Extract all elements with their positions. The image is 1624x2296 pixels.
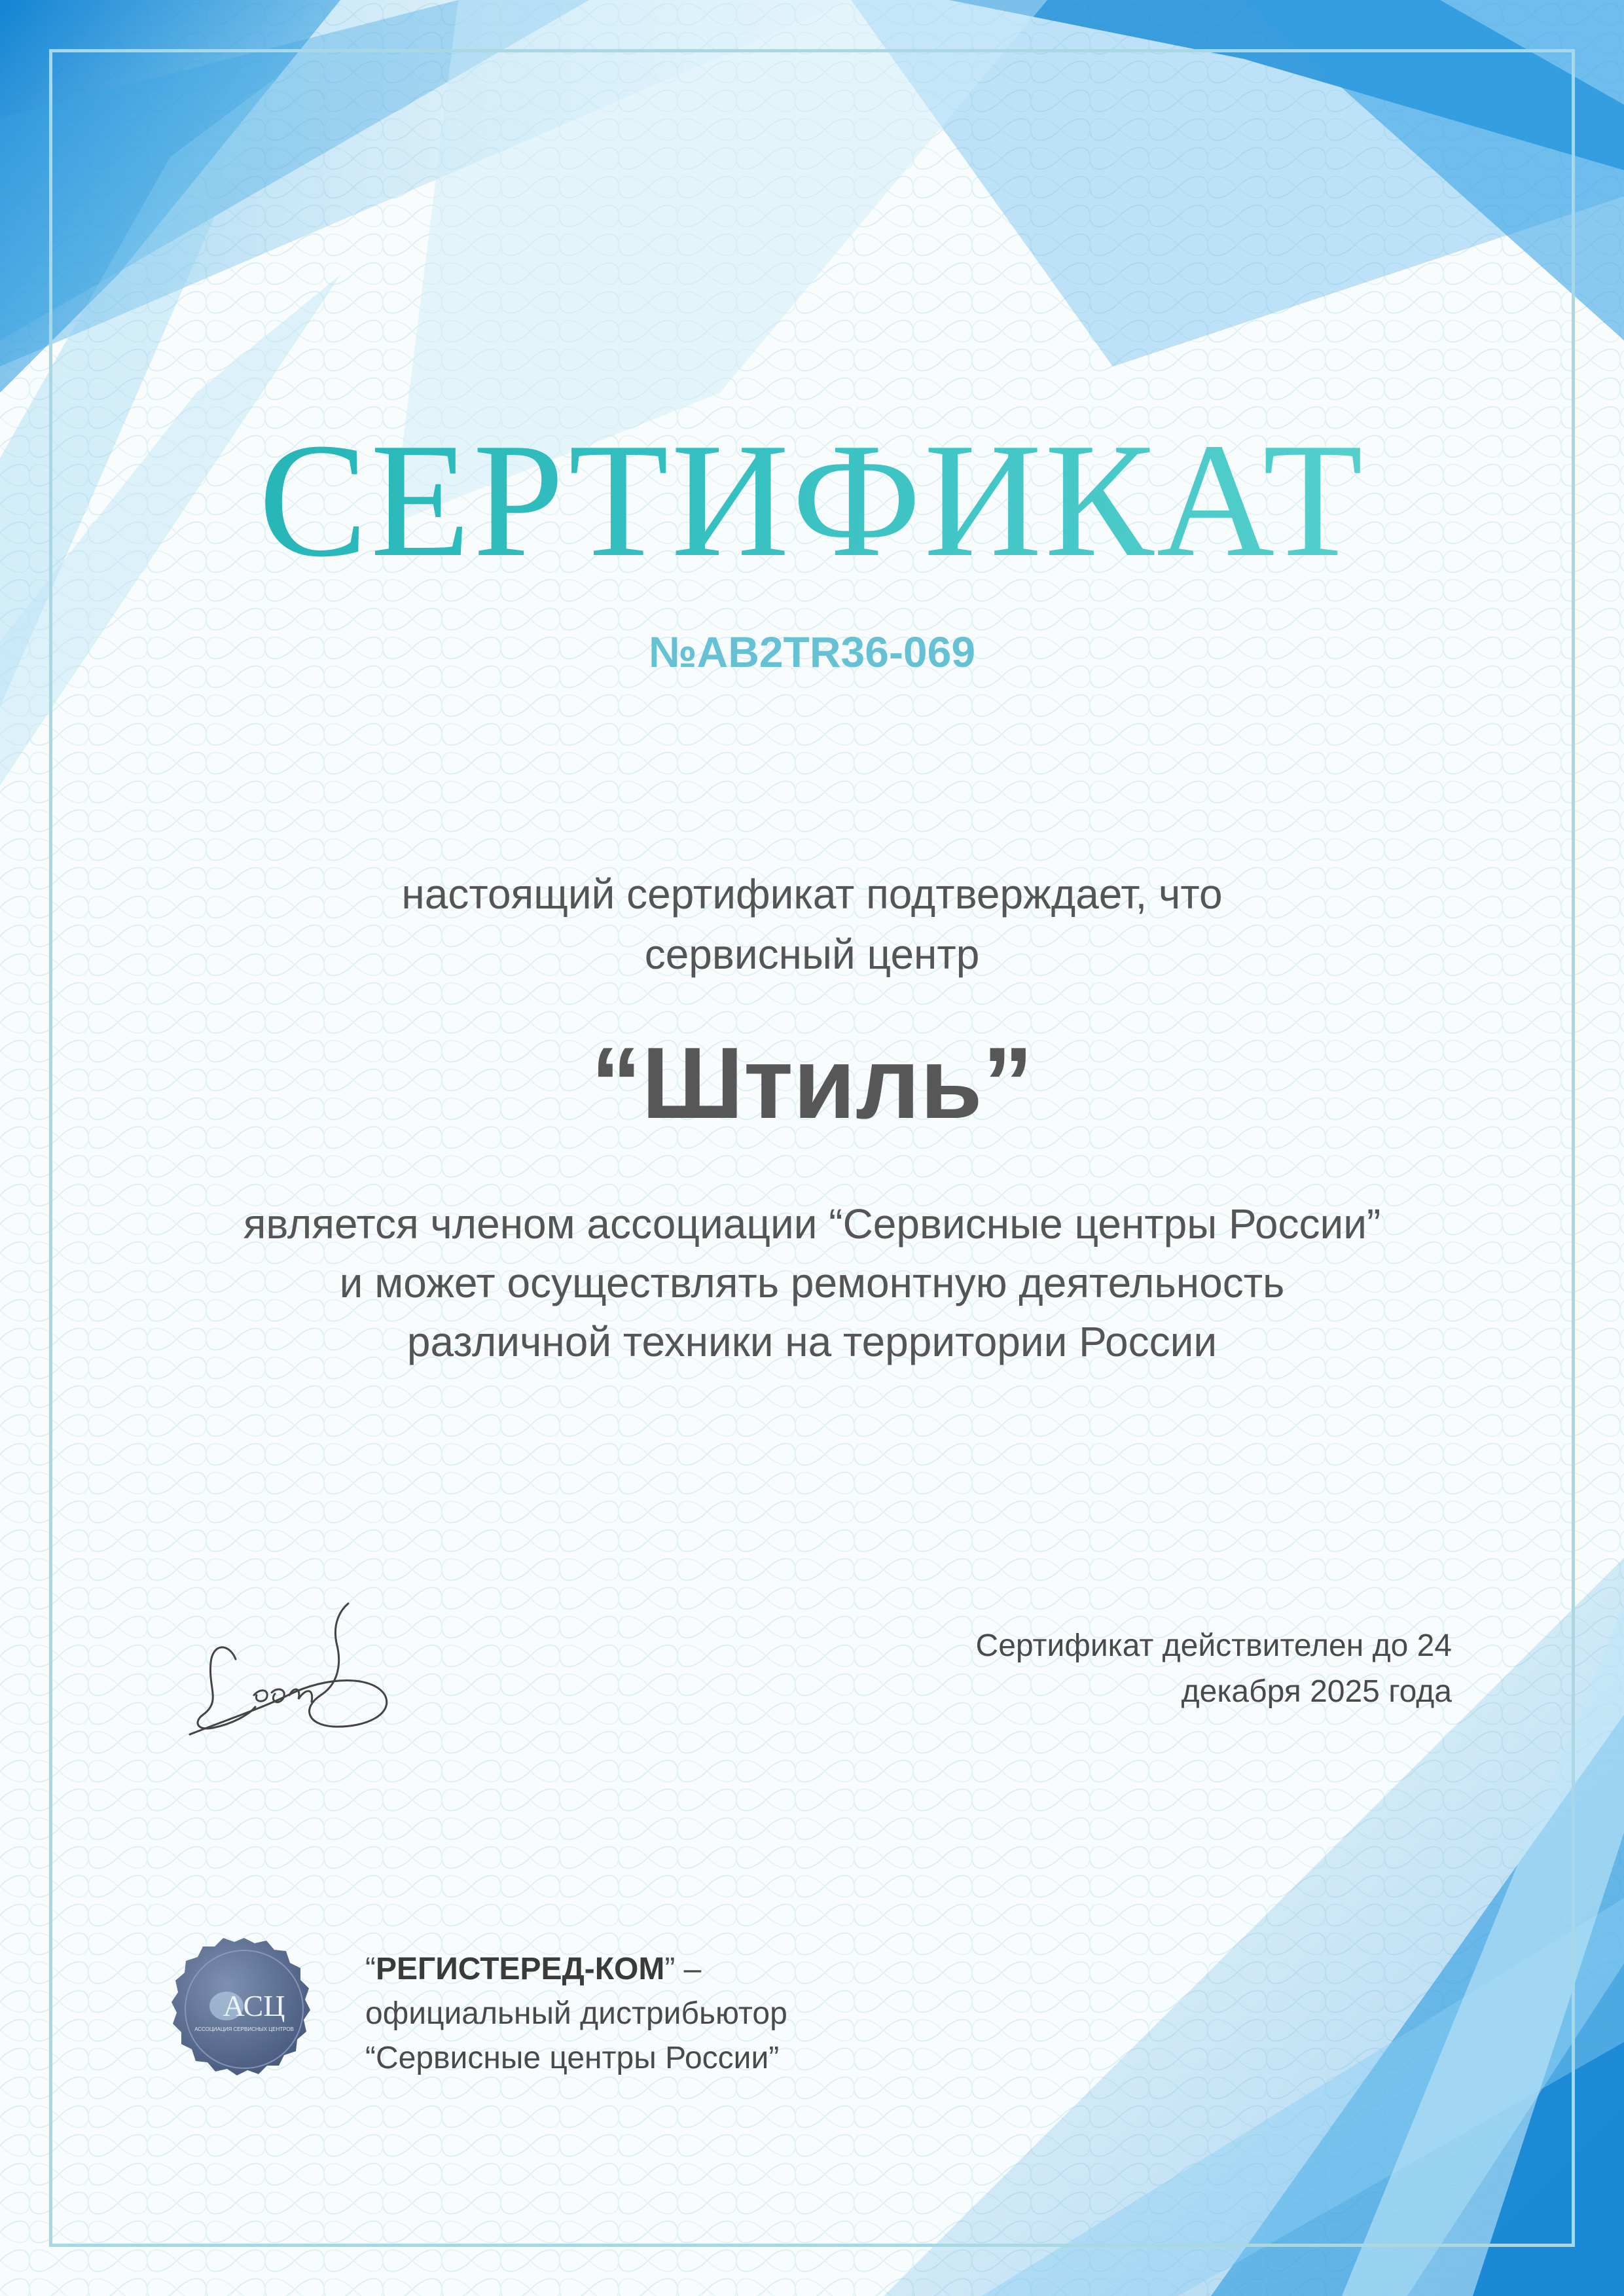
body-line-2: и может осуществлять ремонтную деятельность xyxy=(339,1259,1285,1306)
certificate-frame xyxy=(49,49,1575,2247)
distributor-line-1 xyxy=(365,1947,787,1992)
intro-text xyxy=(0,864,1624,984)
membership-text xyxy=(0,1194,1624,1371)
quote-close-dash: ” – xyxy=(664,1952,702,1986)
certificate-number: №AB2TR36-069 xyxy=(648,628,976,676)
intro-line-1: настоящий сертификат подтверждает, что xyxy=(401,870,1223,918)
signature xyxy=(177,1597,399,1748)
certificate-title: СЕРТИФИКАТ xyxy=(0,419,1624,583)
distributor-company: РЕГИСТЕРЕД-КОМ xyxy=(375,1952,665,1986)
body-line-3: различной техники на территории России xyxy=(406,1318,1218,1365)
seal-caption: АССОЦИАЦИЯ СЕРВИСНЫХ ЦЕНТРОВ xyxy=(194,2026,294,2032)
seal-abbreviation: АСЦ xyxy=(223,1989,285,2022)
quote-open: “ xyxy=(365,1952,376,1986)
distributor-line-3: “Сервисные центры России” xyxy=(365,2041,780,2075)
body-line-1: является членом ассоциации “Сервисные центры России” xyxy=(243,1200,1381,1247)
validity-line-1: Сертификат действителен до 24 xyxy=(975,1628,1452,1663)
distributor-text xyxy=(365,1947,787,2081)
validity-text xyxy=(863,1623,1452,1715)
distributor-line-2: официальный дистрибьютор xyxy=(365,1996,787,2031)
validity-line-2: декабря 2025 года xyxy=(1181,1674,1452,1709)
asc-seal-logo xyxy=(169,1934,319,2085)
service-center-name: “Штиль” xyxy=(590,1026,1034,1139)
intro-line-2: сервисный центр xyxy=(644,931,980,978)
